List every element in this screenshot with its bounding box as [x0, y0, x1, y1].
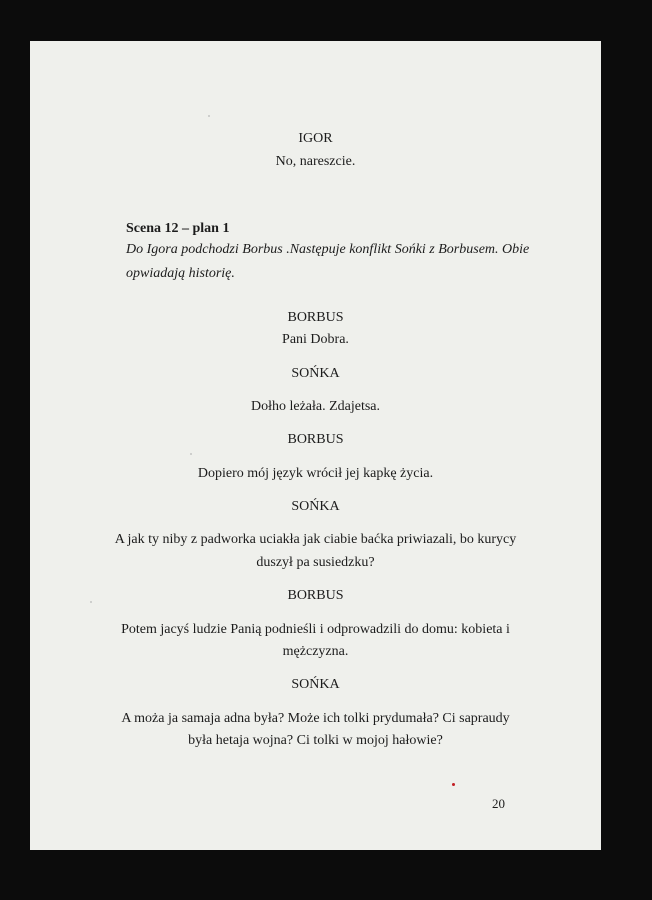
dialogue-line: mężczyzna. — [282, 644, 349, 659]
speaker-name: BORBUS — [287, 432, 344, 447]
dialogue-line: była hetaja wojna? Ci tolki w mojoj hałowie? — [188, 733, 443, 748]
dialogue-line: No, nareszcie. — [275, 154, 356, 169]
script-page — [30, 41, 601, 850]
dialogue-line: Potem jacyś ludzie Panią podnieśli i odprowadzili do domu: kobieta i — [121, 622, 510, 637]
stage-direction-line: Do Igora podchodzi Borbus .Następuje konflikt Sońki z Borbusem. Obie — [126, 242, 530, 257]
dialogue-line: Pani Dobra. — [282, 332, 349, 347]
dialogue-line: duszył pa susiedzku? — [256, 555, 375, 570]
speaker-name: BORBUS — [287, 310, 344, 325]
page-number: 20 — [492, 796, 505, 811]
dialogue-line: A jak ty niby z padworka uciakła jak ciabie baćka priwiazali, bo kurycy — [114, 532, 517, 547]
speaker-name: SOŃKA — [291, 677, 340, 692]
dust-speck — [208, 115, 210, 117]
speaker-name: SOŃKA — [291, 499, 340, 514]
speaker-name: SOŃKA — [291, 366, 340, 381]
dialogue-line: Dołho leżała. Zdajetsa. — [250, 399, 381, 414]
dialogue-line: A moża ja samaja adna była? Może ich tolki prydumała? Ci sapraudy — [121, 711, 510, 726]
dialogue-line: Dopiero mój język wrócił jej kapkę życia. — [197, 466, 434, 481]
speaker-name: BORBUS — [287, 588, 344, 603]
dust-speck — [90, 601, 92, 603]
ink-speck — [452, 783, 455, 786]
dust-speck — [190, 453, 192, 455]
speaker-name: IGOR — [298, 131, 333, 146]
stage-direction-line: opwiadają historię. — [126, 266, 235, 281]
scene-heading: Scena 12 – plan 1 — [126, 221, 230, 236]
